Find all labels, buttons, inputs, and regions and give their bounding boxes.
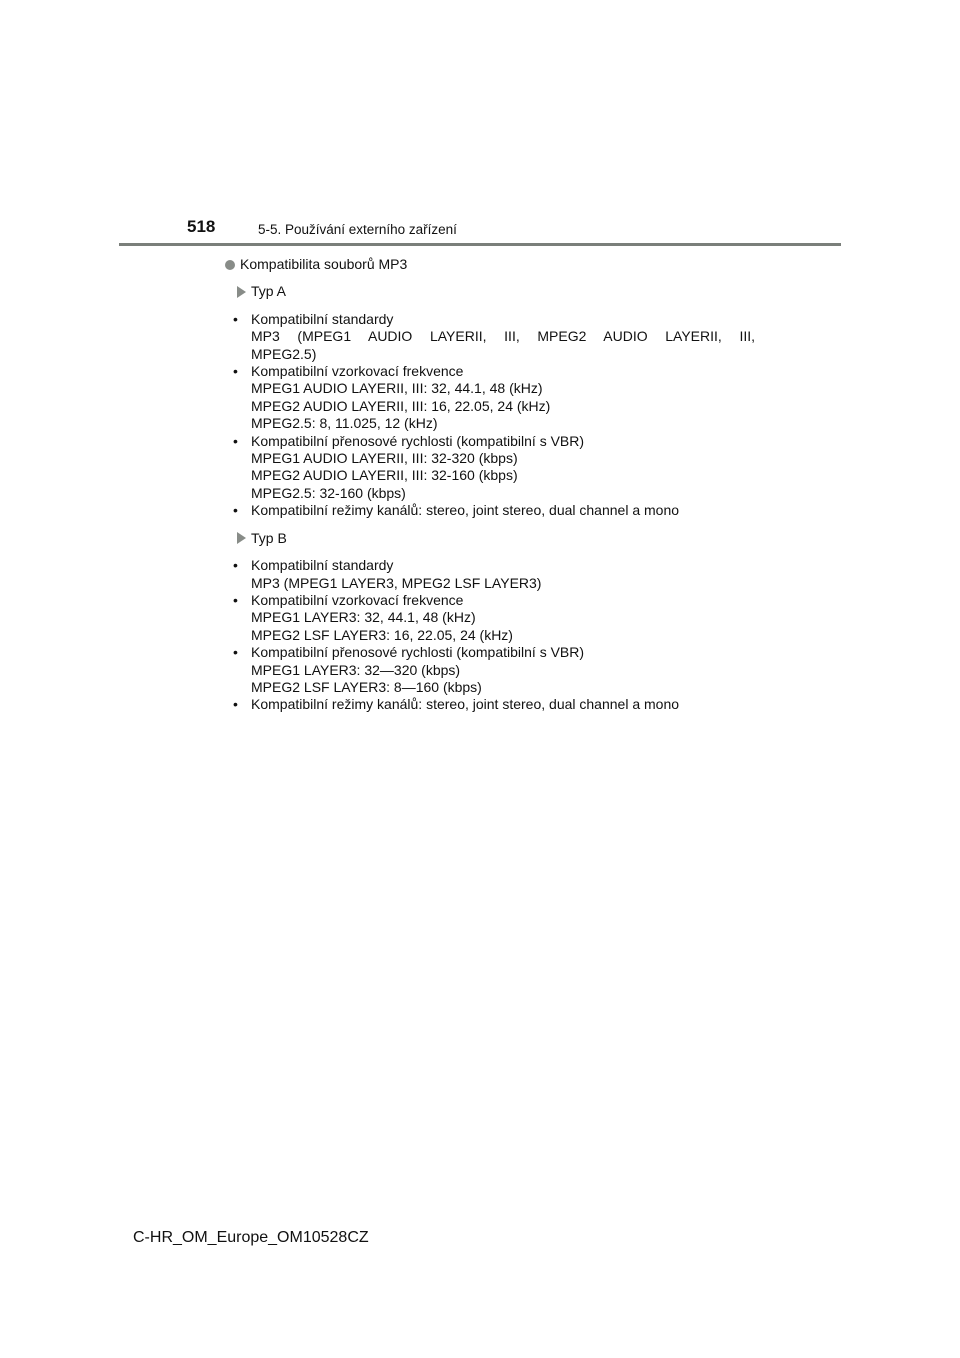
- bullet-icon: •: [233, 644, 238, 661]
- item-line: MPEG2 LSF LAYER3: 16, 22.05, 24 (kHz): [251, 626, 513, 643]
- heading-text: Kompatibilita souborů MP3: [240, 256, 408, 272]
- item-title: Kompatibilní režimy kanálů: stereo, joint stereo, dual channel a mono: [251, 502, 680, 519]
- list-item: [225, 311, 755, 363]
- list-item: [225, 363, 755, 433]
- item-line: MPEG2.5: 32-160 (kbps): [251, 484, 406, 501]
- bullet-icon: •: [233, 696, 238, 713]
- list-item: [225, 502, 755, 519]
- list-item: [225, 696, 755, 713]
- list-item: [225, 557, 755, 592]
- triangle-bullet-icon: [237, 532, 246, 544]
- item-line: MPEG2 AUDIO LAYERII, III: 16, 22.05, 24 (kHz): [251, 397, 551, 414]
- content: [225, 256, 755, 714]
- type-a-label: [237, 283, 755, 300]
- item-line: MPEG2.5: 8, 11.025, 12 (kHz): [251, 415, 438, 432]
- item-title: Kompatibilní režimy kanálů: stereo, joint stereo, dual channel a mono: [251, 696, 680, 713]
- circle-bullet-icon: [225, 260, 235, 270]
- item-line: MPEG2 AUDIO LAYERII, III: 32-160 (kbps): [251, 467, 518, 484]
- type-b-list: [225, 557, 755, 714]
- bullet-icon: •: [233, 432, 238, 449]
- type-b-label: [237, 530, 755, 547]
- item-line: MPEG1 LAYER3: 32, 44.1, 48 (kHz): [251, 609, 476, 626]
- item-line: MP3 (MPEG1 AUDIO LAYERII, III, MPEG2 AUDIO LAYERII, III,: [251, 328, 755, 345]
- type-b-label-text: Typ B: [251, 529, 287, 546]
- list-item: [225, 644, 755, 696]
- triangle-bullet-icon: [237, 286, 246, 298]
- item-line: MPEG1 AUDIO LAYERII, III: 32, 44.1, 48 (kHz): [251, 380, 543, 397]
- header-rule: [119, 243, 841, 246]
- bullet-icon: •: [233, 557, 238, 574]
- type-a-label-text: Typ A: [251, 283, 287, 300]
- list-item: [225, 592, 755, 644]
- section-heading: [225, 256, 755, 273]
- item-line: MPEG1 AUDIO LAYERII, III: 32-320 (kbps): [251, 450, 518, 467]
- item-title: Kompatibilní standardy: [251, 310, 394, 327]
- list-item: [225, 433, 755, 503]
- item-title: Kompatibilní přenosové rychlosti (kompatibilní s VBR): [251, 432, 585, 449]
- item-title: Kompatibilní vzorkovací frekvence: [251, 591, 464, 608]
- type-a-list: [225, 311, 755, 520]
- bullet-icon: •: [233, 363, 238, 380]
- item-title: Kompatibilní přenosové rychlosti (kompatibilní s VBR): [251, 644, 585, 661]
- item-title: Kompatibilní vzorkovací frekvence: [251, 363, 464, 380]
- item-line: MPEG2.5): [251, 345, 317, 362]
- bullet-icon: •: [233, 591, 238, 608]
- item-title: Kompatibilní standardy: [251, 557, 394, 574]
- item-line: MPEG1 LAYER3: 32—320 (kbps): [251, 661, 461, 678]
- bullet-icon: •: [233, 310, 238, 327]
- page-number: 518: [187, 217, 216, 236]
- footer-doc-id: C-HR_OM_Europe_OM10528CZ: [133, 1229, 369, 1246]
- item-line: MPEG2 LSF LAYER3: 8—160 (kbps): [251, 678, 482, 695]
- item-line: MP3 (MPEG1 LAYER3, MPEG2 LSF LAYER3): [251, 574, 542, 591]
- bullet-icon: •: [233, 502, 238, 519]
- section-title: 5-5. Používání externího zařízení: [258, 222, 457, 237]
